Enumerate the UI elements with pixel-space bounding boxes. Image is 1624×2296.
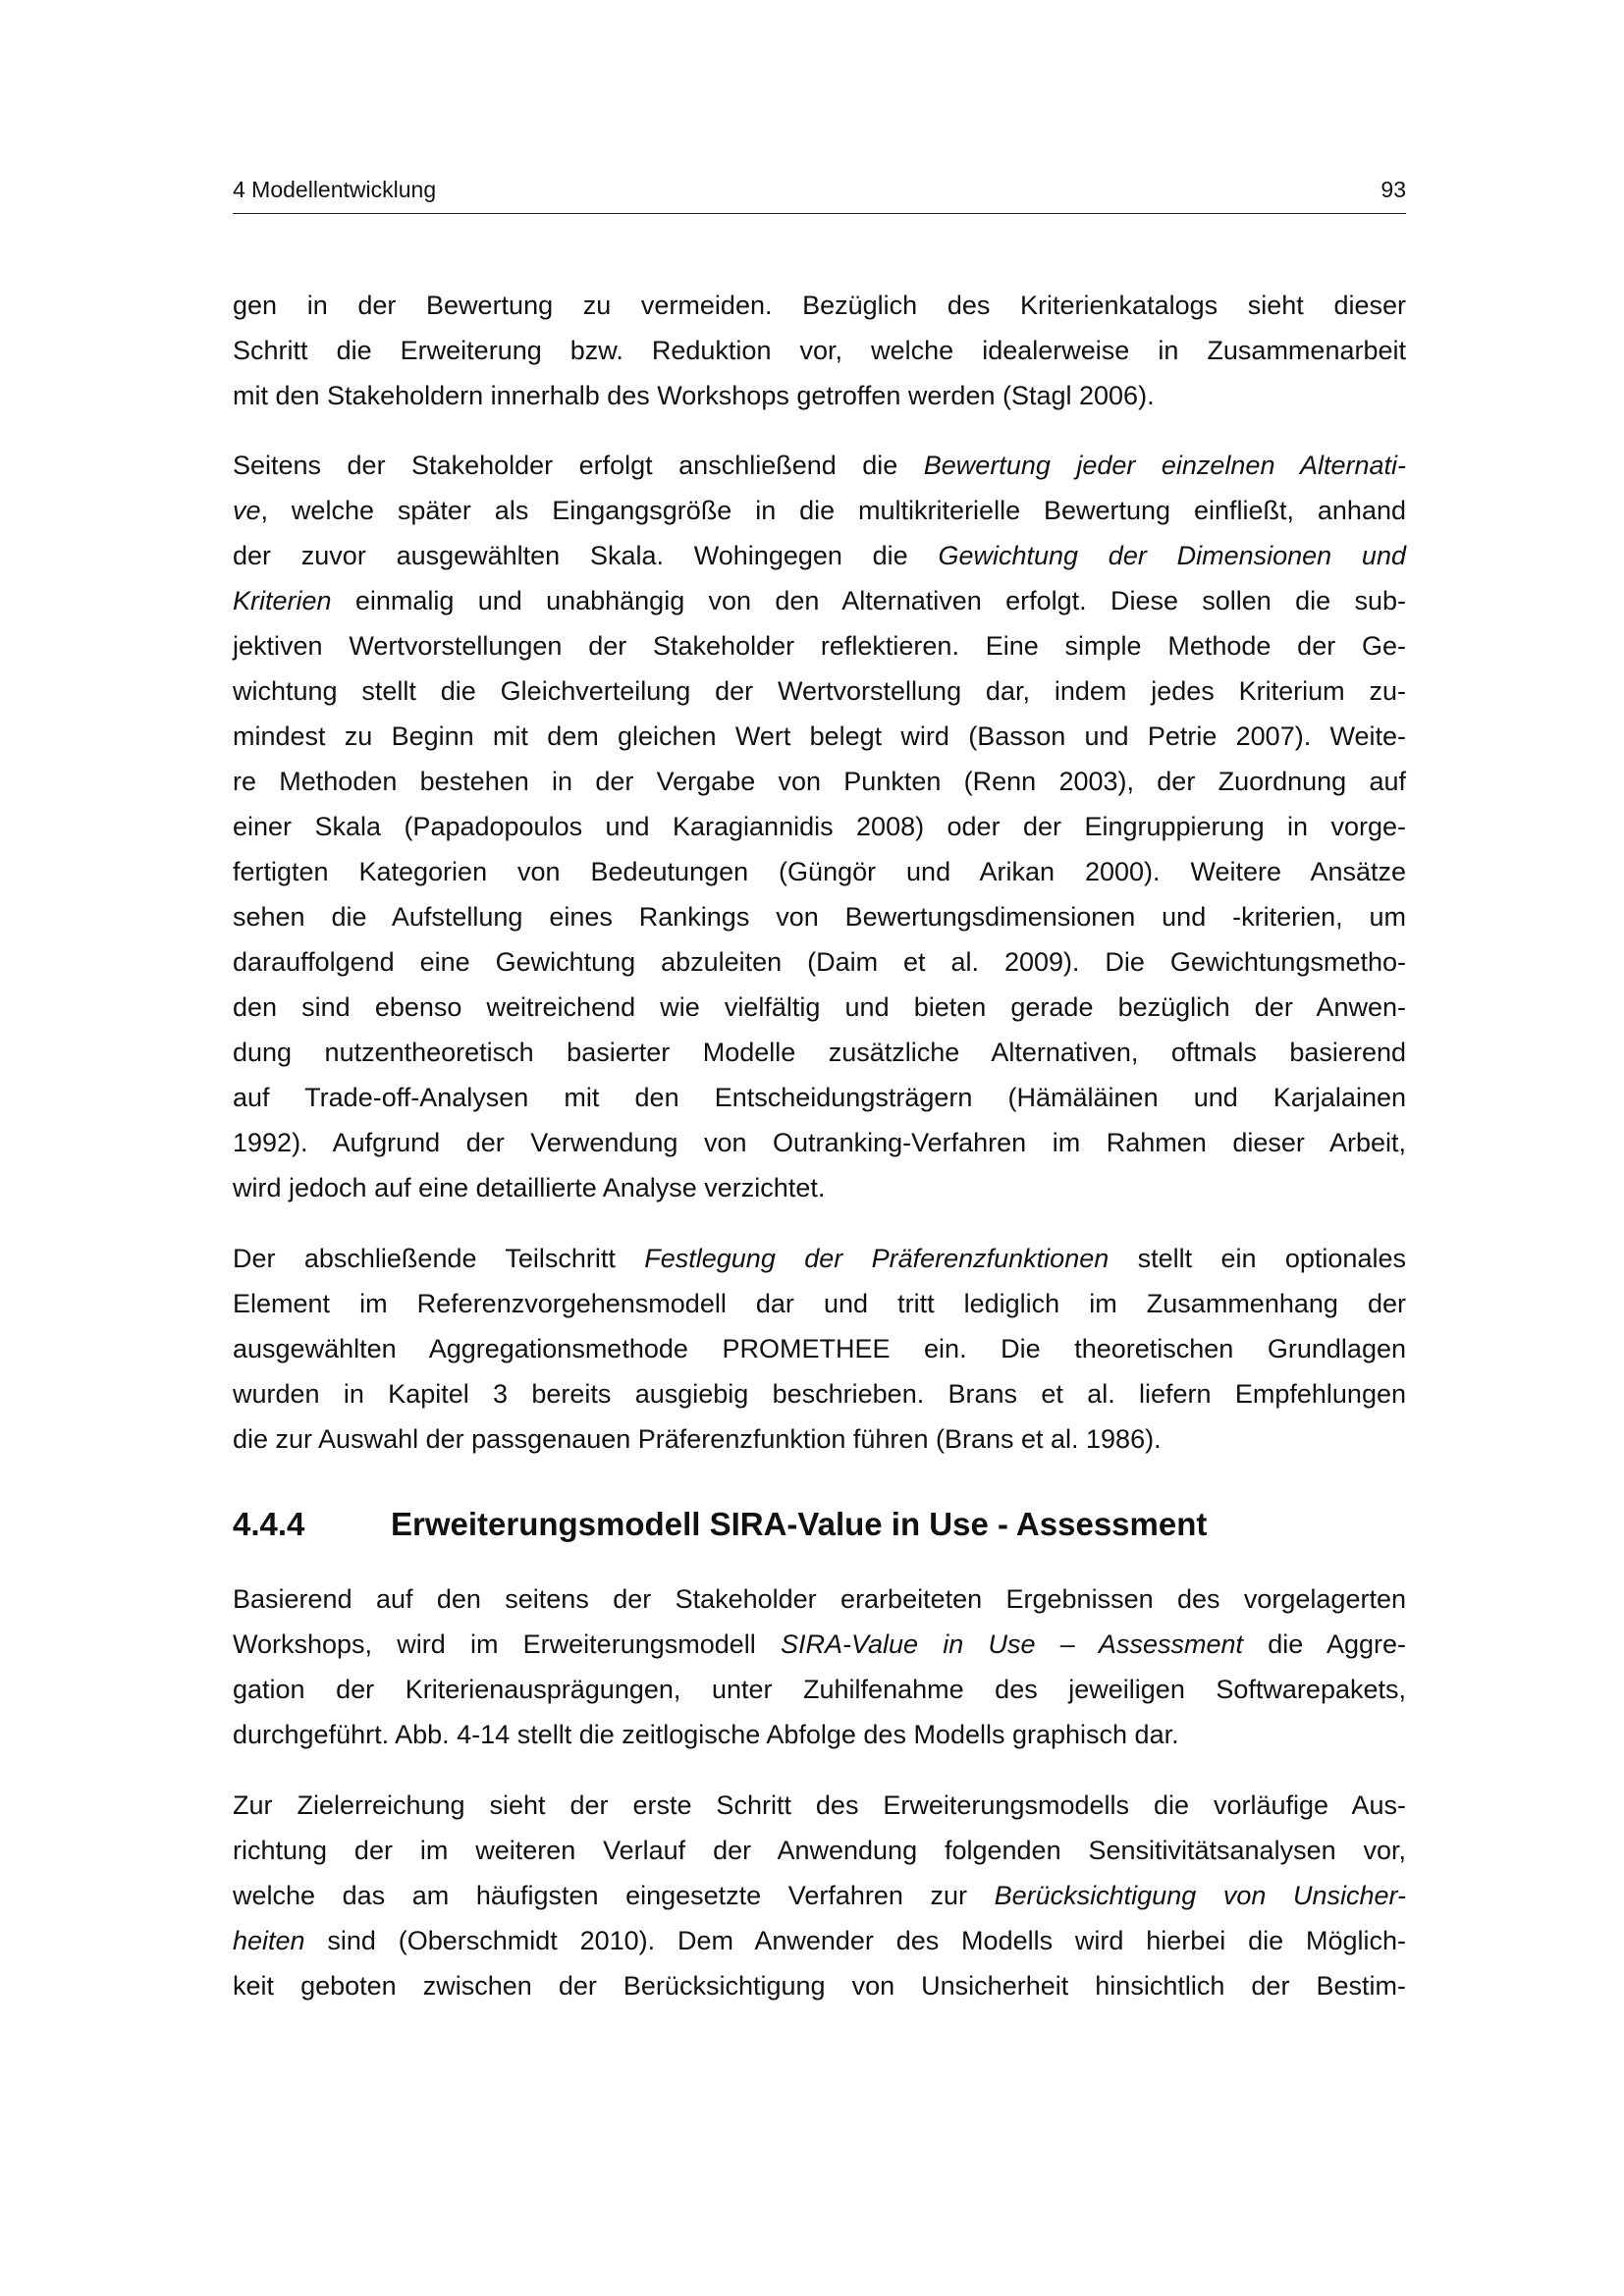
text-line <box>233 714 1406 759</box>
text-line <box>233 894 1406 939</box>
text-line <box>233 1281 1406 1326</box>
text-line <box>233 283 1406 328</box>
text-run: keit geboten zwischen der Berücksichtigung von Unsicherheit hinsichtlich der Bestim- <box>233 1971 1406 2001</box>
text-line <box>233 1165 1406 1210</box>
text-line <box>233 1828 1406 1873</box>
header-rule <box>233 213 1406 214</box>
emphasized-text: Kriterien <box>233 586 332 615</box>
text-line <box>233 1236 1406 1281</box>
text-line <box>233 1918 1406 1963</box>
text-run: darauffolgend eine Gewichtung abzuleiten (Daim et al. 2009). Die Gewichtungsmetho- <box>233 947 1406 977</box>
text-line <box>233 804 1406 849</box>
text-run: mindest zu Beginn mit dem gleichen Wert belegt wird (Basson und Petrie 2007). Weite- <box>233 721 1406 751</box>
text-run: die zur Auswahl der passgenauen Präferenzfunktion führen (Brans et al. 1986). <box>233 1424 1162 1454</box>
text-line <box>233 1371 1406 1416</box>
text-run: welche das am häufigsten eingesetzte Verfahren zur <box>233 1881 995 1910</box>
text-line <box>233 443 1406 488</box>
text-line <box>233 578 1406 623</box>
paragraph-2 <box>233 443 1406 1210</box>
text-run: wird jedoch auf eine detaillierte Analyse verzichtet. <box>233 1173 826 1202</box>
text-line <box>233 939 1406 985</box>
text-line <box>233 1963 1406 2008</box>
text-run: ausgewählten Aggregationsmethode PROMETHEE ein. Die theoretischen Grundlagen <box>233 1334 1406 1363</box>
text-line <box>233 759 1406 804</box>
text-run: re Methoden bestehen in der Vergabe von Punkten (Renn 2003), der Zuordnung auf <box>233 767 1406 796</box>
text-line <box>233 1416 1406 1462</box>
section-title: Erweiterungsmodell SIRA-Value in Use - Assessment <box>391 1506 1208 1542</box>
text-run: jektiven Wertvorstellungen der Stakeholder reflektieren. Eine simple Methode der Ge- <box>233 631 1406 661</box>
text-run: den sind ebenso weitreichend wie vielfältig und bieten gerade bezüglich der Anwen- <box>233 992 1406 1022</box>
text-line <box>233 1075 1406 1120</box>
chapter-title: 4 Modellentwicklung <box>233 177 437 202</box>
text-run: sehen die Aufstellung eines Rankings von Bewertungsdimensionen und -kriterien, um <box>233 902 1406 932</box>
text-line <box>233 849 1406 894</box>
text-run: Workshops, wird im Erweiterungsmodell <box>233 1629 781 1659</box>
text-line <box>233 328 1406 373</box>
text-run: die Aggre- <box>1243 1629 1406 1659</box>
paragraph-4 <box>233 1576 1406 1757</box>
text-run: Der abschließende Teilschritt <box>233 1244 645 1273</box>
running-header <box>233 177 1406 212</box>
text-run: fertigten Kategorien von Bedeutungen (Güngör und Arikan 2000). Weitere Ansätze <box>233 857 1406 886</box>
emphasized-text: ve <box>233 496 261 525</box>
text-line <box>233 1667 1406 1712</box>
text-line <box>233 533 1406 578</box>
section-heading <box>233 1506 1406 1549</box>
emphasized-text: SIRA-Value in Use – Assessment <box>781 1629 1243 1659</box>
text-run: Basierend auf den seitens der Stakeholder erarbeiteten Ergebnissen des vorgelagerten <box>233 1584 1406 1614</box>
text-run: dung nutzentheoretisch basierter Modelle zusätzliche Alternativen, oftmals basierend <box>233 1038 1406 1067</box>
text-run: gen in der Bewertung zu vermeiden. Bezüglich des Kriterienkatalogs sieht dieser <box>233 291 1406 320</box>
text-run: einer Skala (Papadopoulos und Karagiannidis 2008) oder der Eingruppierung in vorge- <box>233 812 1406 841</box>
emphasized-text: Festlegung der Präferenzfunktionen <box>644 1244 1110 1273</box>
text-run: sind (Oberschmidt 2010). Dem Anwender des Modells wird hierbei die Möglich- <box>304 1926 1406 1955</box>
text-run: Zur Zielerreichung sieht der erste Schritt des Erweiterungsmodells die vorläufige Aus- <box>233 1790 1406 1820</box>
emphasized-text: Berücksichtigung von Unsicher- <box>994 1881 1407 1910</box>
emphasized-text: Bewertung jeder einzelnen Alternati- <box>923 451 1406 480</box>
text-line <box>233 985 1406 1030</box>
text-run: Element im Referenzvorgehensmodell dar und tritt lediglich im Zusammenhang der <box>233 1289 1406 1318</box>
text-run: wichtung stellt die Gleichverteilung der Wertvorstellung dar, indem jedes Kriterium zu- <box>233 676 1406 706</box>
text-run: , welche später als Eingangsgröße in die multikriterielle Bewertung einfließt, anhand <box>260 496 1406 525</box>
text-line <box>233 373 1406 418</box>
emphasized-text: Gewichtung der Dimensionen und <box>938 541 1406 570</box>
text-line <box>233 623 1406 668</box>
paragraph-5 <box>233 1783 1406 2008</box>
text-line <box>233 1120 1406 1165</box>
text-run: gation der Kriterienausprägungen, unter Zuhilfenahme des jeweiligen Softwarepakets, <box>233 1675 1406 1704</box>
text-run: der zuvor ausgewählten Skala. Wohingegen die <box>233 541 939 570</box>
emphasized-text: heiten <box>233 1926 305 1955</box>
text-line <box>233 1783 1406 1828</box>
text-line <box>233 1712 1406 1757</box>
text-run: durchgeführt. Abb. 4-14 stellt die zeitlogische Abfolge des Modells graphisch dar. <box>233 1720 1179 1749</box>
text-run: stellt ein optionales <box>1109 1244 1406 1273</box>
paragraph-3 <box>233 1236 1406 1462</box>
text-run: 1992). Aufgrund der Verwendung von Outranking-Verfahren im Rahmen dieser Arbeit, <box>233 1128 1406 1157</box>
text-run: Schritt die Erweiterung bzw. Reduktion vor, welche idealerweise in Zusammenarbeit <box>233 336 1406 365</box>
text-line <box>233 1576 1406 1622</box>
text-line <box>233 1873 1406 1918</box>
text-line <box>233 1622 1406 1667</box>
page-number: 93 <box>1380 177 1406 202</box>
text-run: auf Trade-off-Analysen mit den Entscheidungsträgern (Hämäläinen und Karjalainen <box>233 1083 1406 1112</box>
text-line <box>233 1030 1406 1075</box>
paragraph-1 <box>233 283 1406 418</box>
text-line <box>233 488 1406 533</box>
text-run: einmalig und unabhängig von den Alternativen erfolgt. Diese sollen die sub- <box>331 586 1406 615</box>
text-run: richtung der im weiteren Verlauf der Anwendung folgenden Sensitivitätsanalysen vor, <box>233 1836 1406 1865</box>
text-line <box>233 668 1406 714</box>
section-number: 4.4.4 <box>233 1506 305 1542</box>
text-run: wurden in Kapitel 3 bereits ausgiebig beschrieben. Brans et al. liefern Empfehlungen <box>233 1379 1406 1409</box>
text-run: mit den Stakeholdern innerhalb des Workshops getroffen werden (Stagl 2006). <box>233 381 1155 410</box>
text-run: Seitens der Stakeholder erfolgt anschließend die <box>233 451 924 480</box>
text-line <box>233 1326 1406 1371</box>
